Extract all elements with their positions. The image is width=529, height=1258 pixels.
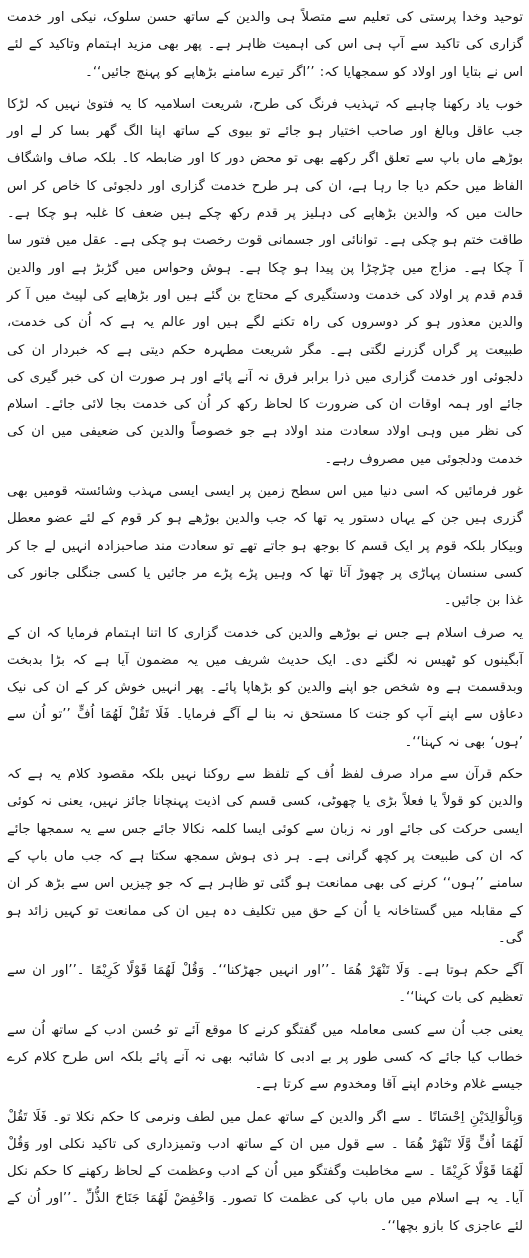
paragraph-summary-of-commands: وَبِالْوَالِدَيْنِ اِحْسَانًا ۔ سے اگر والدین کے ساتھ عمل میں لطف ونرمی کا حکم نکلا تو۔ فَلَا تَقُلْ لَهُمَا اُفٍّ وَّلَا تَنْهَرْ هُمَا ۔ سے قول میں ان کے ساتھ ادب وتمیزداری کی تاکید نکلی اور وَقُلْ لَهُمَا قَوْلًا كَرِيْمًا ۔ سے مخاطبت وگفتگو میں اُن کے ادب وعظمت کے لحاظ رکھنے کا حکم نکل آیا۔ یہ ہے اسلام میں ماں باپ کی عظمت کا تصور۔ وَاخْفِضْ لَهُمَا جَنَاحَ الذُّلِّ ۔’’اور اُن کے لئے عاجزی کا بازو بچھا‘‘۔ bbox=[7, 1109, 523, 1234]
paragraph-other-nations-custom: غور فرمائیں کہ اسی دنیا میں اس سطح زمین پر ایسی ایسی مہذب وشائستہ قومیں بھی گزری ہیں جن کے یہاں دستور یہ تھا کہ جب والدین بوڑھے ہو کر قوم کے لئے عضو معطل وبیکار بلکہ قوم پر ایک قسم کا بوجھ ہو جاتے تھے تو سعادت مند صاحبزادہ انہیں لے جا کر کسی سنسان پہاڑی پر چھوڑ آتا تھا کہ وہیں پڑے پڑے مر جائیں یا کسی جنگلی جانور کی غذا بن جائیں۔ bbox=[7, 484, 523, 609]
paragraph-respectful-speech: یعنی جب اُن سے کسی معاملہ میں گفتگو کرنے کا موقع آئے تو حُسن ادب کے ساتھ اُن سے خطاب کیا جائے کہ کسی طور پر بے ادبی کا شائبہ بھی نہ آنے پائے بلکہ اس طرح کلام کرے جیسے غلام وخادم اپنے آقا ومخدوم سے کرتا ہے۔ bbox=[7, 1022, 523, 1093]
document-page bbox=[7, 4, 523, 1254]
paragraph-do-not-rebuke: آگے حکم ہوتا ہے۔ وَلَا تَنْهَرْ هُمَا ۔’’اور انہیں جھڑکنا‘‘۔ وَقُلْ لَهُمَا قَوْلًا كَرِيْمًا ۔’’اور ان سے تعظیم کی بات کہنا‘‘۔ bbox=[7, 963, 523, 1006]
paragraph-tawheed-and-parents: توحید وخدا پرستی کی تعلیم سے متصلاً ہی والدین کے ساتھ حسن سلوک، نیکی اور خدمت گزاری کی تاکید سے آپ ہی اس کی اہمیت ظاہر ہے۔ پھر بھی مزید اہتمام وتاکید کے لئے اس نے بتایا اور اولاد کو سمجھایا کہ: ’’اگر تیرے سامنے بڑھاپے کو پہنچ جائیں‘‘۔ bbox=[7, 10, 523, 80]
paragraph-islam-care-hadith: یہ صرف اسلام ہے جس نے بوڑھے والدین کی خدمت گزاری کا اتنا اہتمام فرمایا کہ ان کے آبگینوں کو ٹھیس نہ لگنے دی۔ ایک حدیث شریف میں یہ مضمون آیا ہے کہ بڑا بدبخت وبدقسمت ہے وہ شخص جو اپنے والدین کو بڑھاپا پائے۔ پھر انہیں خوش کر کے ان کی نیک دعاؤں سے اپنے آپ کو جنت کا مستحق نہ بنا لے آگے فرمایا۔ فَلَا تَقُلْ لَهُمَا اُفٍّ ’’تو اُن سے ’ہوں‘ بھی نہ کہنا‘‘۔ bbox=[7, 625, 523, 750]
paragraph-old-age-service: خوب یاد رکھنا چاہیے کہ تہذیب فرنگ کی طرح، شریعت اسلامیہ کا یہ فتویٰ نہیں کہ لڑکا جب عاقل وبالغ اور صاحب اختیار ہو جائے تو بیوی کے ساتھ اپنا الگ گھر بسا کر لے اور بوڑھے ماں باپ سے تعلق اگر رکھے بھی تو محض دور کا اور ضابطہ کا۔ بلکہ صاف واشگاف الفاظ میں حکم دیا جا رہا ہے، ان کی ہر طرح خدمت گزاری اور دلجوئی کا خاص کر اس حالت میں کہ والدین بڑھاپے کی دہلیز پر قدم رکھ چکے ہیں ضعف کا غلبہ ہو چکا ہے۔ طاقت ختم ہو چکی ہے۔ توانائی اور جسمانی قوت رخصت ہو چکی ہے۔ عقل میں فتور سا آ چکا ہے۔ مزاج میں چڑچڑا پن پیدا ہو چکا ہے۔ ہوش وحواس میں گڑبڑ ہے اور والدین قدم قدم پر اولاد کی خدمت ودستگیری کے محتاج بن گئے ہیں اور بڑھاپے کی لپیٹ میں آ کر والدین معذور ہو کر دوسروں کی راہ تکنے لگے ہیں اور عالم یہ ہے کہ اُن کی خدمت، طبیعت پر گراں گزرنے لگتی ہے۔ مگر شریعت مطہرہ حکم دیتی ہے کہ خبردار ان کی دلجوئی اور خدمت گزاری میں ذرا برابر فرق نہ آنے پائے اور ہر صورت ان کی خبر گیری کی جائے اور ہمہ اوقات ان کی ضرورت کا لحاظ رکھ کر اُن کی خدمت بجا لائی جائے۔ اسلام کی نظر میں وہی اولاد سعادت مند اولاد ہے جو خصوصاً والدین کی ضعیفی میں ان کی خدمت ودلجوئی میں مصروف رہے۔ bbox=[7, 96, 523, 467]
paragraph-meaning-of-uff: حکم قرآن سے مراد صرف لفظ اُف کے تلفظ سے روکنا نہیں بلکہ مقصود کلام یہ ہے کہ والدین کو قولاً یا فعلاً بڑی یا چھوٹی، کسی قسم کی اذیت پہنچانا جائز نہیں، یعنی نہ کوئی ایسی حرکت کی جائے اور نہ زبان سے کوئی ایسا کلمہ نکالا جائے جس سے یہ سمجھا جائے کہ ان کی طبیعت پر کچھ گرانی ہے۔ ہر ذی ہوش سمجھ سکتا ہے کہ جب ماں باپ کے سامنے ’’ہوں‘‘ کرنے کی بھی ممانعت ہو گئی تو ظاہر ہے کہ جو چیزیں اس سے بڑھ کر ان کے مقابلہ میں گستاخانہ یا اُن کے حق میں تکلیف دہ ہیں ان کی ممانعت تو کہیں زائد ہو گی۔ bbox=[7, 767, 523, 946]
